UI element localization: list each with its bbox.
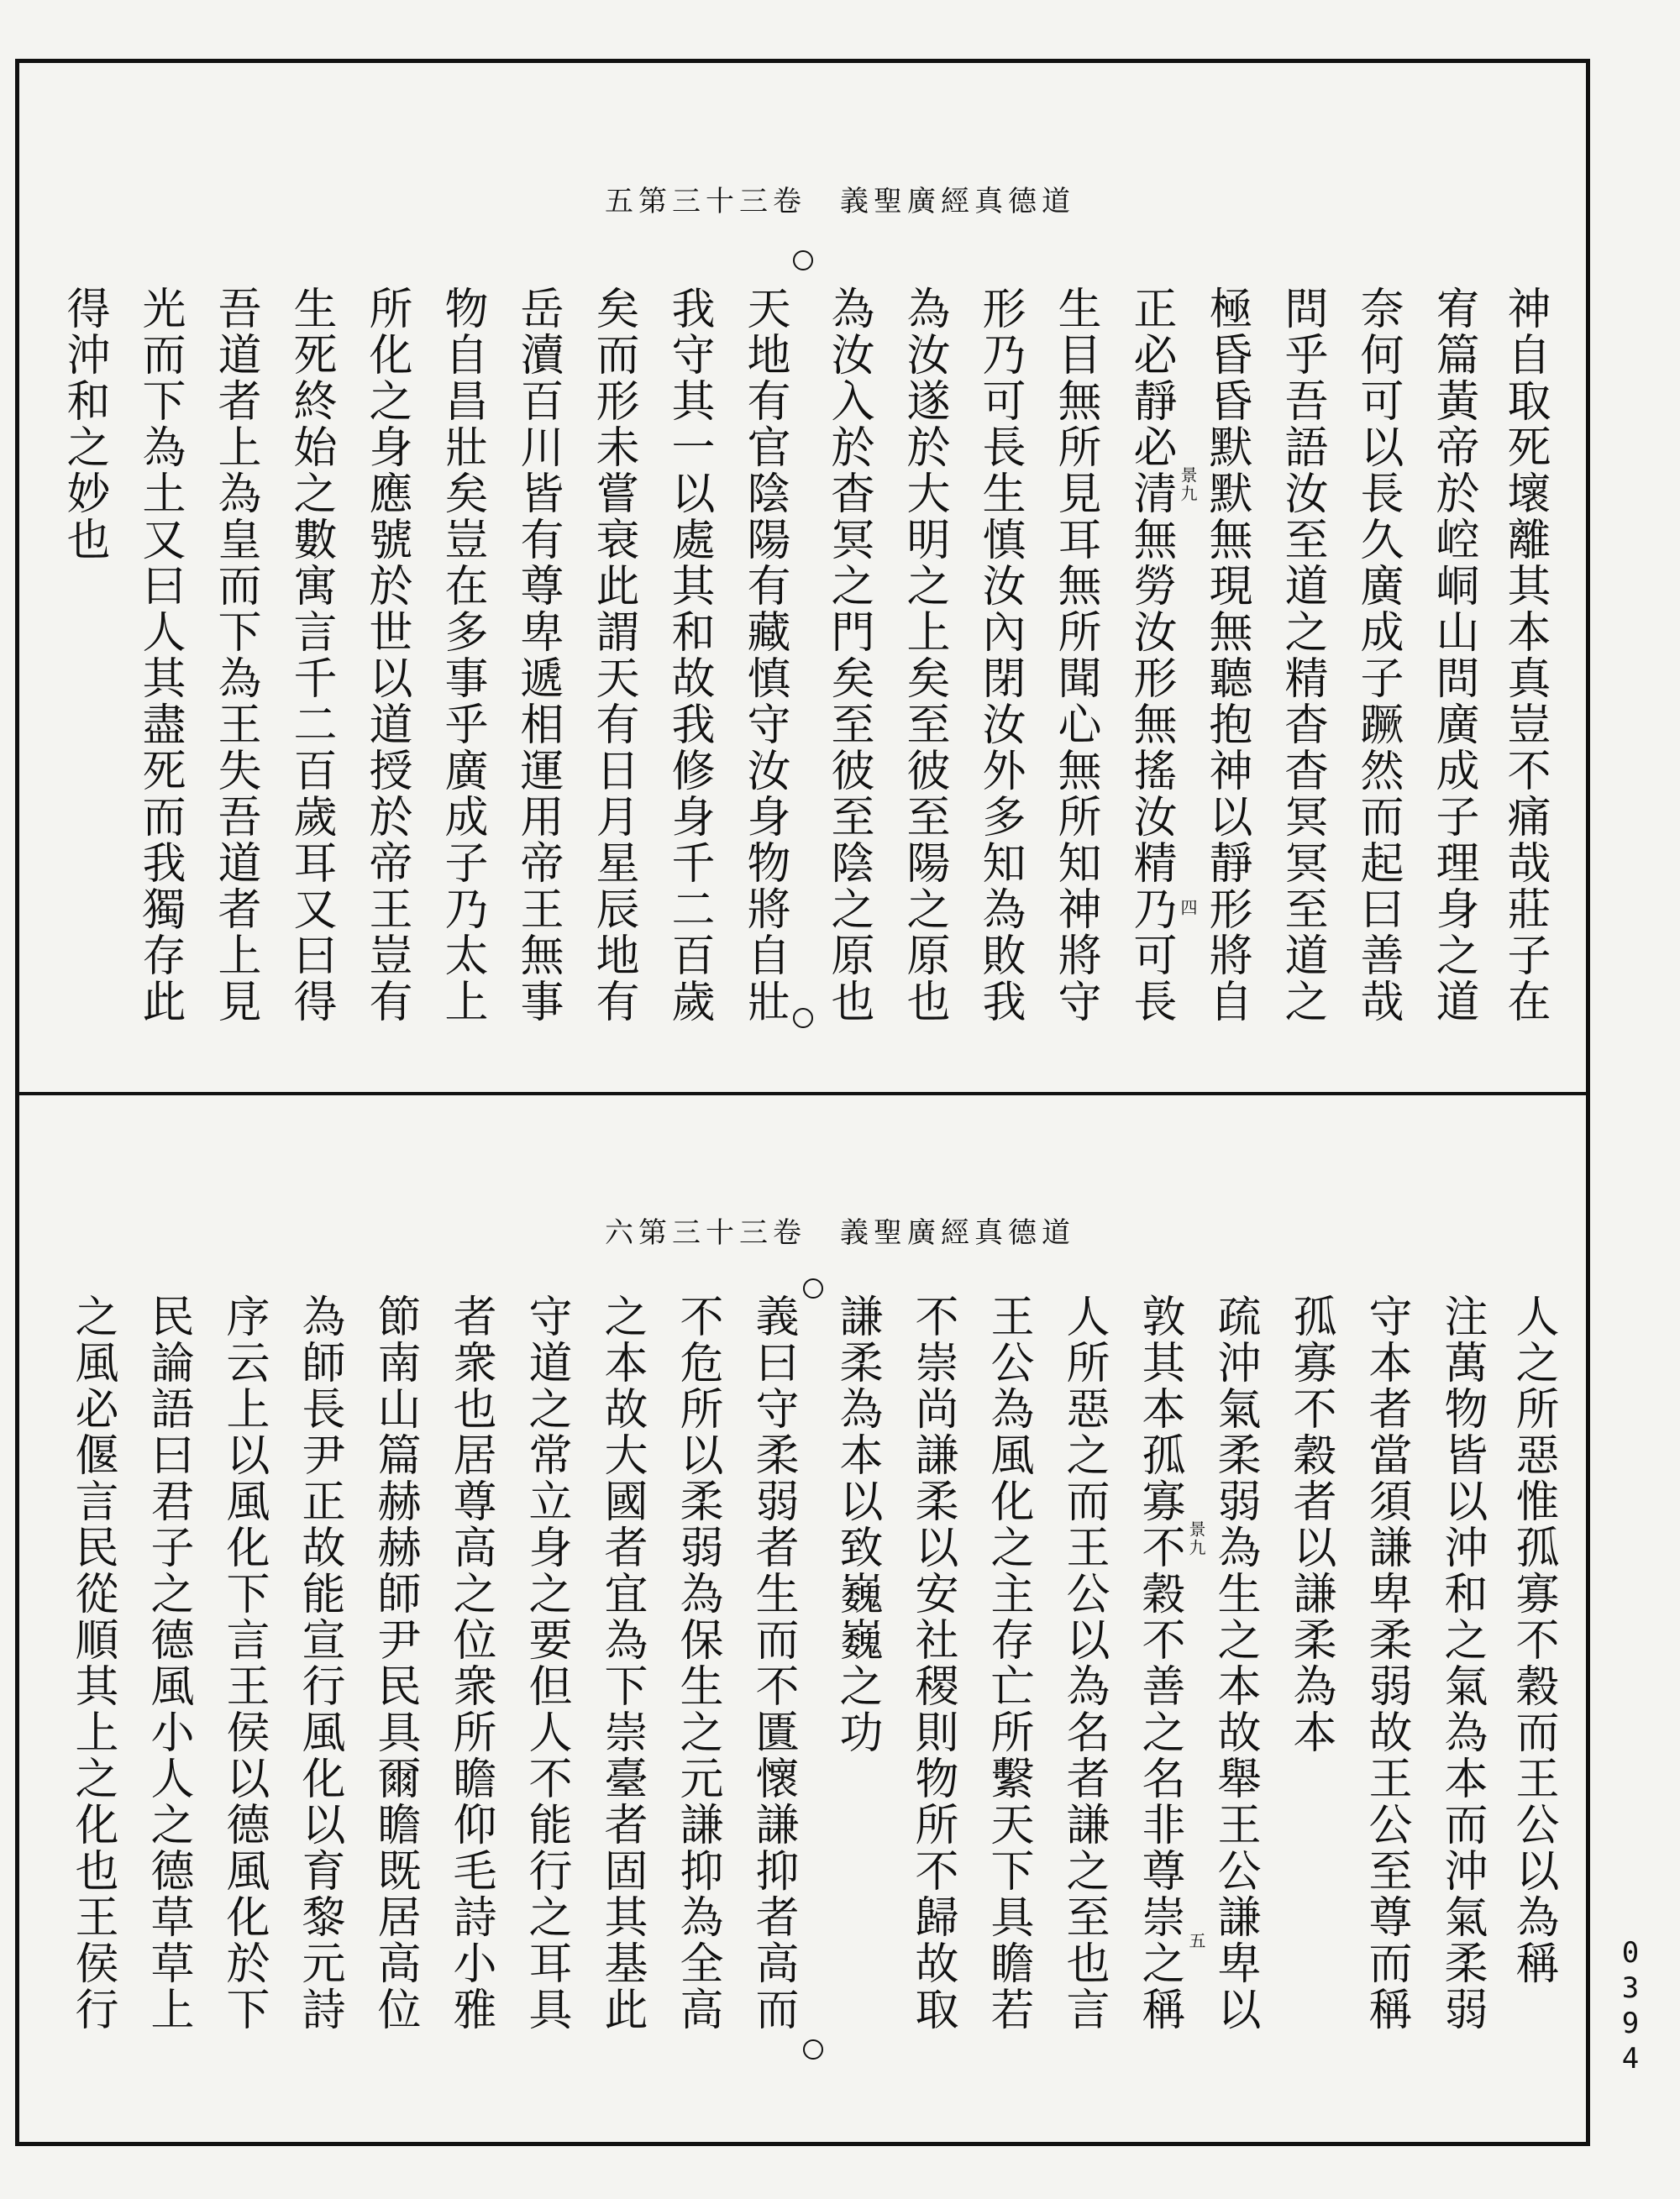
column: 神自取死壞離其本真豈不痛哉莊子在 — [1499, 286, 1550, 1025]
column: 奈何可以長久廣成子蹶然而起曰善哉 — [1352, 286, 1403, 1025]
column: 序云上以風化下言王侯以德風化於下 — [218, 1294, 269, 2033]
column: 者衆也居尊高之位衆所瞻仰毛詩小雅 — [445, 1294, 496, 2033]
column: 敦其本孤寡不穀不善之名非尊崇之稱 — [1134, 1294, 1184, 2033]
column: 義曰守柔弱者生而不匱懷謙抑者高而 — [748, 1294, 798, 2033]
circle-mark — [793, 250, 813, 270]
column: 王公為風化之主存亡所繫天下具瞻若 — [983, 1294, 1033, 2033]
column: 注萬物皆以沖和之氣為本而沖氣柔弱 — [1436, 1294, 1487, 2033]
column: 孤寡不穀者以謙柔為本 — [1285, 1294, 1336, 1756]
margin-mark: 五 — [1186, 1932, 1206, 1950]
half-divider — [15, 1092, 1590, 1095]
column: 問乎吾語汝至道之精杳杳冥冥至道之 — [1277, 286, 1327, 1025]
column: 宥篇黃帝於崆峒山問廣成子理身之道 — [1428, 286, 1478, 1025]
column: 不危所以柔弱為保生之元謙抑為全高 — [672, 1294, 722, 2033]
column: 謙柔為本以致巍巍之功 — [832, 1294, 882, 1756]
column: 為師長尹正故能宣行風化以育黎元詩 — [294, 1294, 344, 2033]
top-header: 五第三十三卷 義聖廣經真德道 — [605, 185, 1075, 218]
column: 我守其一以處其和故我修身千二百歲 — [664, 286, 714, 1025]
column: 光而下為土又曰人其盡死而我獨存此 — [134, 286, 185, 1025]
column: 矣而形未嘗衰此謂天有日月星辰地有 — [588, 286, 638, 1025]
column: 守道之常立身之要但人不能行之耳具 — [521, 1294, 571, 2033]
column: 之風必偃言民從順其上之化也王侯行 — [67, 1294, 118, 2033]
column: 疏沖氣柔弱為生之本故舉王公謙卑以 — [1210, 1294, 1260, 2033]
column: 節南山篇赫赫師尹民具爾瞻既居高位 — [370, 1294, 420, 2033]
margin-mark: 景九 — [1186, 1520, 1206, 1557]
bottom-header: 六第三十三卷 義聖廣經真德道 — [605, 1216, 1075, 1250]
column: 天地有官陰陽有藏慎守汝身物將自壯 — [739, 286, 790, 1025]
column: 所化之身應號於世以道授於帝王豈有 — [361, 286, 412, 1025]
column: 正必靜必清無勞汝形無搖汝精乃可長 — [1126, 286, 1176, 1025]
column: 不崇尚謙柔以安社稷則物所不歸故取 — [907, 1294, 958, 2033]
column: 人所惡之而王公以為名者謙之至也言 — [1058, 1294, 1109, 2033]
page-number: 0394 — [1614, 1936, 1647, 2077]
column: 吾道者上為皇而下為王失吾道者上見 — [210, 286, 260, 1025]
column: 之本故大國者宜為下崇臺者固其基此 — [596, 1294, 647, 2033]
column: 得沖和之妙也 — [59, 286, 109, 563]
column: 生目無所見耳無所聞心無所知神將守 — [1050, 286, 1100, 1025]
circle-mark — [803, 1278, 823, 1299]
circle-mark — [793, 1008, 813, 1028]
circle-mark — [803, 2039, 823, 2060]
column: 岳瀆百川皆有尊卑遞相運用帝王無事 — [512, 286, 563, 1025]
margin-mark: 四 — [1178, 899, 1198, 917]
column: 人之所惡惟孤寡不穀而王公以為稱 — [1508, 1294, 1558, 1986]
column: 民論語曰君子之德風小人之德草草上 — [143, 1294, 193, 2033]
column: 為汝遂於大明之上矣至彼至陽之原也 — [899, 286, 949, 1025]
margin-mark: 景九 — [1178, 466, 1198, 503]
column: 物自昌壯矣豈在多事乎廣成子乃太上 — [437, 286, 487, 1025]
column: 形乃可長生慎汝內閉汝外多知為敗我 — [974, 286, 1025, 1025]
column: 為汝入於杳冥之門矣至彼至陰之原也 — [823, 286, 874, 1025]
column: 極昏昏默默無現無聽抱神以靜形將自 — [1201, 286, 1252, 1025]
column: 生死終始之數寓言千二百歲耳又曰得 — [286, 286, 336, 1025]
column: 守本者當須謙卑柔弱故王公至尊而稱 — [1361, 1294, 1411, 2033]
